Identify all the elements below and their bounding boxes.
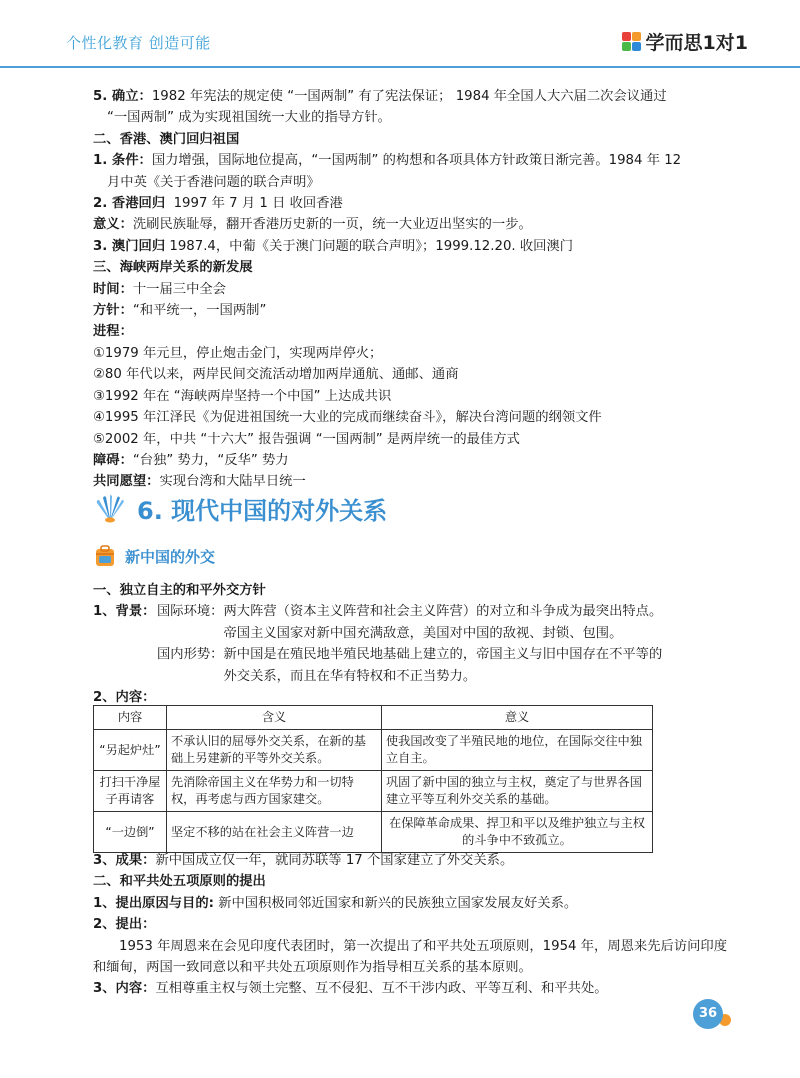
establish-text-cont: “一国两制” 成为实现祖国统一大业的指导方针。 <box>107 110 391 126</box>
logo-text: 学而思1对1 <box>645 32 748 54</box>
reason-label: 1、提出原因与目的: <box>93 895 214 911</box>
table-cell: 在保障革命成果、捍卫和平以及维护独立与主权的斗争中不致孤立。 <box>382 812 653 853</box>
process-item: ③1992 年在 “海峡两岸坚持一个中国” 上达成共识 <box>93 388 392 404</box>
section-diplomacy <box>93 580 733 708</box>
conditions-label: 1. 条件： <box>93 153 152 169</box>
obstacle-label: 障碍： <box>93 452 133 468</box>
raise-paragraph: 1953 年周恩来在会见印度代表团时，第一次提出了和平共处五项原则，1954 年，周恩来先后访问印度和缅甸，两国一致同意以和平共处五项原则作为指导相互关系的基本原则。 <box>93 938 728 976</box>
process-item: ②80 年代以来，两岸民间交流活动增加两岸通航、通邮、通商 <box>93 367 459 383</box>
hk-return-label: 2. 香港回归 <box>93 196 166 212</box>
section-reunification <box>93 86 733 493</box>
principles-text: 互相尊重主权与领土完整、互不侵犯、互不干涉内政、平等互利、和平共处。 <box>155 981 608 997</box>
intl-label: 国际环境： <box>157 604 224 620</box>
heading-hk-macau: 二、香港、澳门回归祖国 <box>93 131 240 147</box>
intl-text: 两大阵营（资本主义阵营和社会主义阵营）的对立和斗争成为最突出特点。帝国主义国家对新中国充满敌意，美国对中国的敌视、封锁、包围。 <box>223 604 663 641</box>
backpack-icon <box>93 545 117 567</box>
process-label: 进程： <box>93 324 133 340</box>
heading-five-principles: 二、和平共处五项原则的提出 <box>93 874 266 890</box>
policy-label: 方针： <box>93 303 133 319</box>
table-cell: 先消除帝国主义在华势力和一切特权，再考虑与西方国家建交。 <box>167 771 382 812</box>
section-subtitle <box>93 545 215 567</box>
page-header <box>0 0 800 68</box>
table-cell: 巩固了新中国的独立与主权，奠定了与世界各国建立平等互利外交关系的基础。 <box>382 771 653 812</box>
conditions-text: 国力增强，国际地位提高，“一国两制” 的构想和各项具体方针政策日渐完善。1984 年 12 <box>151 153 682 169</box>
header-slogan: 个性化教育 创造可能 <box>66 34 211 52</box>
section-five-principles <box>93 850 733 1000</box>
shell-icon <box>93 495 127 523</box>
process-item: ⑤2002 年，中共 “十六大” 报告强调 “一国两制” 是两岸统一的最佳方式 <box>93 431 520 447</box>
heading-cross-strait: 三、海峡两岸关系的新发展 <box>93 260 253 276</box>
table-cell: “一边倒” <box>94 812 167 853</box>
table-cell: “另起炉灶” <box>94 730 167 771</box>
time-label: 时间： <box>93 281 133 297</box>
table-cell: 坚定不移的站在社会主义阵营一边 <box>167 812 382 853</box>
wish-label: 共同愿望： <box>93 474 160 490</box>
obstacle-text: “台独” 势力，“反华” 势力 <box>132 452 289 468</box>
establish-label: 5. 确立： <box>93 89 152 104</box>
table-header-row <box>94 706 653 730</box>
process-item: ①1979 年元旦，停止炮击金门，实现两岸停火； <box>93 345 383 361</box>
table-row <box>94 812 653 853</box>
background-label: 1、背景： <box>93 604 156 620</box>
process-item: ④1995 年江泽民《为促进祖国统一大业的完成而继续奋斗》，解决台湾问题的纲领文件 <box>93 410 602 426</box>
result-text: 新中国成立仅一年，就同苏联等 17 个国家建立了外交关系。 <box>155 853 514 868</box>
policy-text: “和平统一，一国两制” <box>132 303 267 319</box>
brand-logo <box>622 28 748 55</box>
significance-label: 意义： <box>93 217 133 233</box>
header-divider <box>0 66 800 68</box>
result-label: 3、成果： <box>93 853 156 868</box>
table-cell: 打扫干净屋子再请客 <box>94 771 167 812</box>
principles-label: 3、内容： <box>93 981 156 997</box>
domestic-label: 国内形势： <box>157 647 224 663</box>
content-label: 2、内容： <box>93 690 156 706</box>
chapter-title <box>93 491 387 526</box>
table-cell: 使我国改变了半殖民地的地位，在国际交往中独立自主。 <box>382 730 653 771</box>
table-row <box>94 730 653 771</box>
table-header: 意义 <box>382 706 653 730</box>
table-header: 含义 <box>167 706 382 730</box>
macau-return-label: 3. 澳门回归 <box>93 238 166 254</box>
hk-return-text: 1997 年 7 月 1 日 收回香港 <box>173 196 343 212</box>
table-header: 内容 <box>94 706 167 730</box>
wish-text: 实现台湾和大陆早日统一 <box>159 474 306 490</box>
table-row <box>94 771 653 812</box>
establish-text: 1982 年宪法的规定使 “一国两制” 有了宪法保证； 1984 年全国人大六届二次会议通过 <box>151 89 667 104</box>
conditions-text-cont: 月中英《关于香港问题的联合声明》 <box>107 174 320 190</box>
chapter-title-text: 6. 现代中国的对外关系 <box>137 497 388 525</box>
subtitle-text: 新中国的外交 <box>125 547 216 566</box>
domestic-text: 新中国是在殖民地半殖民地基础上建立的，帝国主义与旧中国存在不平等的外交关系，而且在华有特权和不正当势力。 <box>223 647 663 684</box>
raise-label: 2、提出： <box>93 917 156 933</box>
logo-mark-icon <box>622 32 642 52</box>
diplomacy-table <box>93 705 653 853</box>
page-number: 36 <box>693 999 723 1029</box>
table-cell: 不承认旧的屈辱外交关系，在新的基础上另建新的平等外交关系。 <box>167 730 382 771</box>
reason-text: 新中国积极同邻近国家和新兴的民族独立国家发展友好关系。 <box>218 895 578 911</box>
macau-return-text: 1987.4，中葡《关于澳门问题的联合声明》；1999.12.20. 收回澳门 <box>169 238 574 254</box>
time-text: 十一届三中全会 <box>132 281 226 297</box>
heading-peaceful-policy: 一、独立自主的和平外交方针 <box>93 583 266 598</box>
significance-text: 洗刷民族耻辱，翻开香港历史新的一页，统一大业迈出坚实的一步。 <box>132 217 532 233</box>
